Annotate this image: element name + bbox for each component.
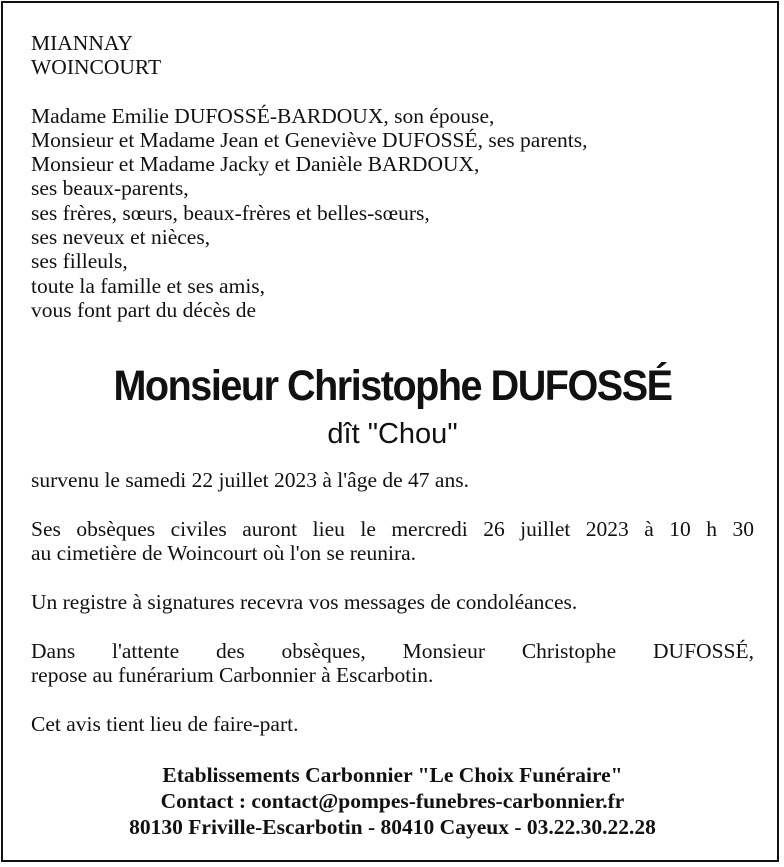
obituary-notice xyxy=(31,31,754,839)
resting-place-line: Dans l'attente des obsèques, Monsieur Christophe DUFOSSÉ, xyxy=(31,638,754,663)
notice-details xyxy=(31,468,754,761)
funeral-home-name: Etablissements Carbonnier "Le Choix Funéraire" xyxy=(162,763,623,787)
town-name: WOINCOURT xyxy=(31,55,162,80)
resting-place-line: repose au funérarium Carbonnier à Escarbotin. xyxy=(31,662,434,687)
town-name: MIANNAY xyxy=(31,31,133,55)
funeral-info-line: Ses obsèques civiles auront lieu le mercredi 26 juillet 2023 à 10 h 30 xyxy=(31,516,754,541)
family-line: Monsieur et Madame Jean et Geneviève DUFOSSÉ, ses parents, xyxy=(31,127,588,152)
family-line: Madame Emilie DUFOSSÉ-BARDOUX, son épouse, xyxy=(31,103,495,128)
resting-place xyxy=(31,639,754,688)
funeral-home-contact: Contact : contact@pompes-funebres-carbonnier.fr xyxy=(160,789,625,813)
funeral-info xyxy=(31,517,754,566)
towns-block xyxy=(31,31,754,80)
death-announcement: survenu le samedi 22 juillet 2023 à l'âge de 47 ans. xyxy=(31,468,469,492)
notice-statement: Cet avis tient lieu de faire-part. xyxy=(31,711,299,736)
condolence-register: Un registre à signatures recevra vos messages de condoléances. xyxy=(31,589,578,614)
family-line: vous font part du décès de xyxy=(31,297,257,322)
family-line: ses neveux et nièces, xyxy=(31,225,211,250)
family-line: toute la famille et ses amis, xyxy=(31,273,266,298)
family-line: ses beaux-parents, xyxy=(31,176,189,201)
deceased-nickname: dît "Chou" xyxy=(327,418,458,450)
family-line: ses frères, sœurs, beaux-frères et belles-sœurs, xyxy=(31,200,430,225)
funeral-home-address: 80130 Friville-Escarbotin - 80410 Cayeux - 03.22.30.22.28 xyxy=(129,815,656,839)
funeral-home-footer xyxy=(31,762,754,840)
funeral-info-line: au cimetière de Woincourt où l'on se reunira. xyxy=(31,541,417,566)
family-list xyxy=(31,104,754,323)
family-line: Monsieur et Madame Jacky et Danièle BARDOUX, xyxy=(31,152,480,177)
family-line: ses filleuls, xyxy=(31,249,128,274)
deceased-name: Monsieur Christophe DUFOSSÉ xyxy=(113,362,672,410)
